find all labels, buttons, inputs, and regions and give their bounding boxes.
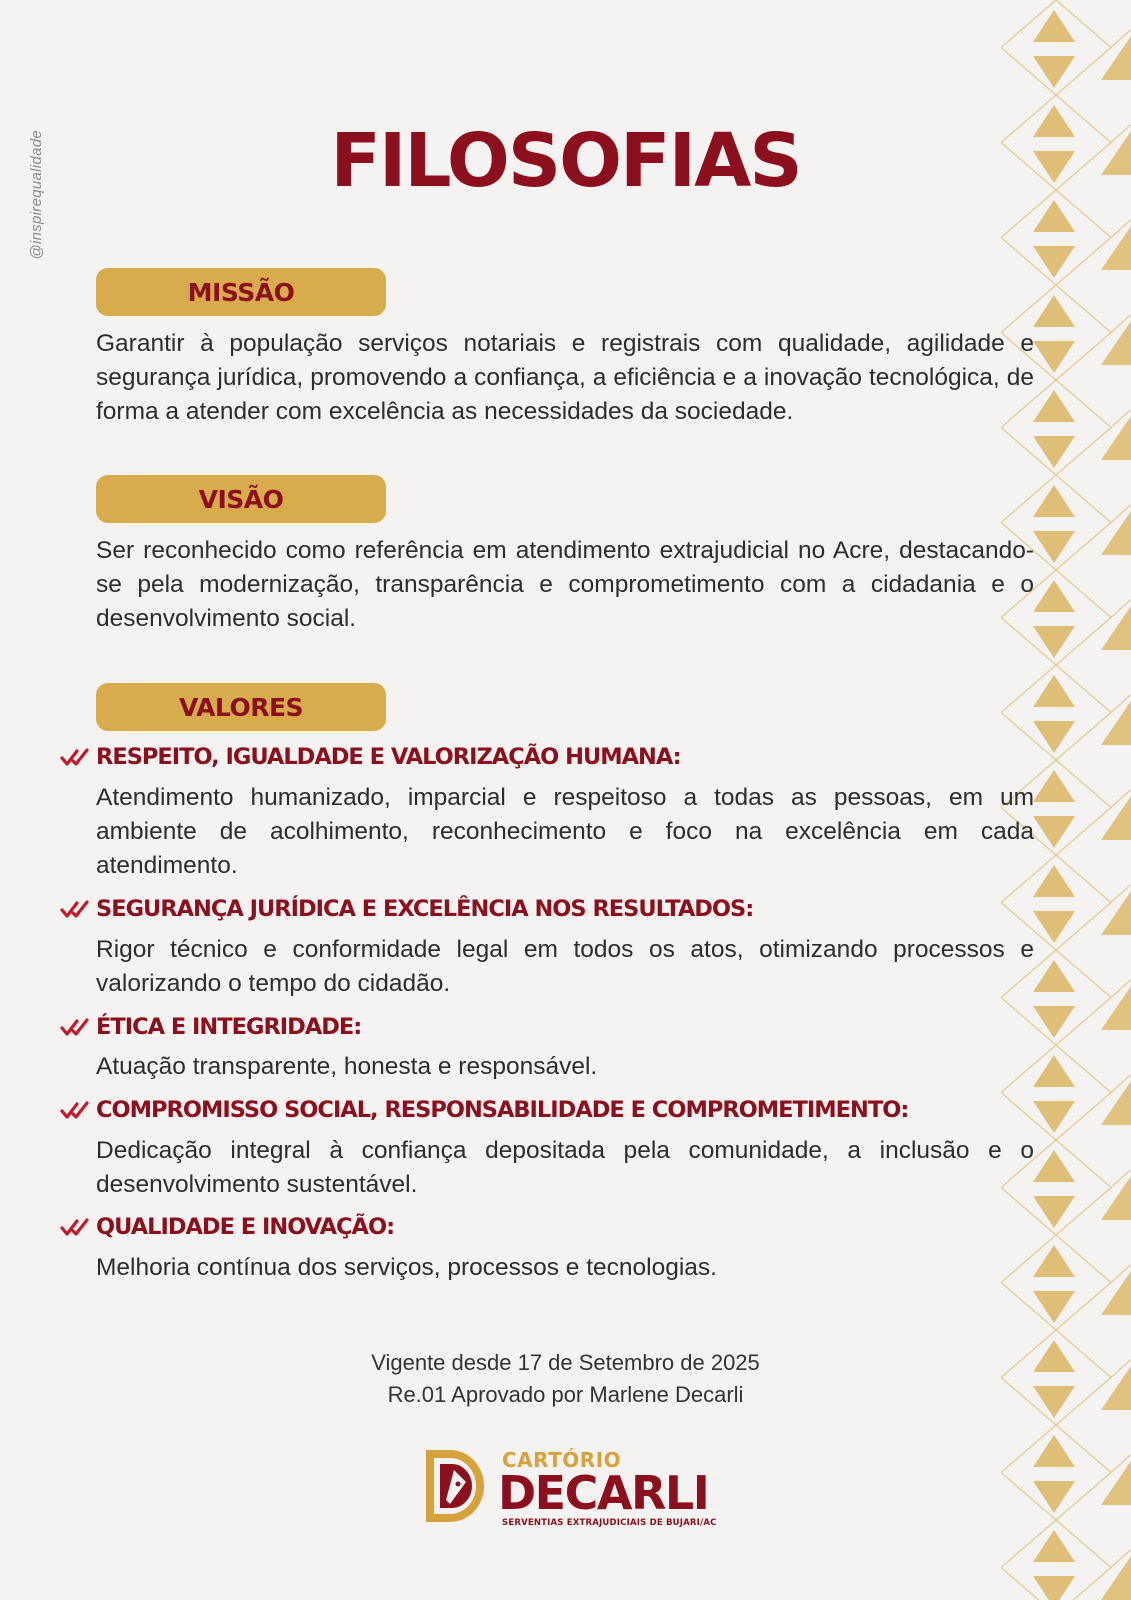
triangle-down	[1033, 816, 1075, 848]
valor-title-text: RESPEITO, IGUALDADE E VALORIZAÇÃO HUMANA:	[96, 744, 681, 770]
triangle-outline	[1001, 190, 1131, 285]
valor-title-text: QUALIDADE E INOVAÇÃO:	[96, 1214, 395, 1240]
visao-text: Ser reconhecido como referência em atendimento extrajudicial no Acre, destacando-se pela modernização, transparência e comprometimento com a cidadania e o desenvolvimento social.	[96, 537, 1034, 632]
valor-item-text: Dedicação integral à confiança depositada pela comunidade, a inclusão e o desenvolvimento sustentável.	[96, 1137, 1034, 1198]
valor-item-title	[60, 1014, 1040, 1040]
page-title: FILOSOFIAS	[330, 118, 801, 204]
valor-title-text: COMPROMISSO SOCIAL, RESPONSABILIDADE E COMPROMETIMENTO:	[96, 1097, 909, 1123]
approval-line: Re.01 Aprovado por Marlene Decarli	[387, 1382, 744, 1407]
triangle-down	[1033, 56, 1075, 88]
double-check-icon	[60, 1098, 94, 1122]
valor-item-text: Melhoria contínua dos serviços, processos e tecnologias.	[96, 1254, 717, 1281]
valores-label: VALORES	[96, 683, 386, 731]
valor-item-text: Atendimento humanizado, imparcial e respeitoso a todas as pessoas, em um ambiente de acolhimento, reconhecimento e foco na excelência em cada atendimento.	[96, 784, 1034, 879]
logo-top-text: CARTÓRIO	[502, 1448, 622, 1472]
double-check-icon	[60, 745, 94, 769]
valor-item-text: Rigor técnico e conformidade legal em todos os atos, otimizando processos e valorizando o tempo do cidadão.	[96, 936, 1034, 997]
valor-title-text: ÉTICA E INTEGRIDADE:	[96, 1014, 362, 1040]
valor-item-title	[60, 744, 1040, 770]
logo-sub-text: SERVENTIAS EXTRAJUDICIAIS DE BUJARI/AC	[502, 1518, 717, 1528]
double-check-icon	[60, 897, 94, 921]
triangle-down	[1033, 531, 1075, 563]
visao-label: VISÃO	[96, 475, 386, 523]
validity-line: Vigente desde 17 de Setembro de 2025	[371, 1350, 760, 1375]
pen-nib-icon	[420, 1446, 492, 1526]
valor-title-text: SEGURANÇA JURÍDICA E EXCELÊNCIA NOS RESULTADOS:	[96, 896, 754, 922]
double-check-icon	[60, 1015, 94, 1039]
triangle-outline	[1001, 0, 1131, 95]
valor-item-title	[60, 896, 1040, 922]
triangle-down	[1033, 1576, 1075, 1600]
valor-item-title	[60, 1214, 1040, 1240]
triangle-down	[1033, 341, 1075, 373]
triangle-down	[1033, 436, 1075, 468]
missao-label: MISSÃO	[96, 268, 386, 316]
double-check-icon	[60, 1215, 94, 1239]
valor-item-text: Atuação transparente, honesta e responsável.	[96, 1053, 598, 1080]
social-handle: @inspirequalidade	[28, 130, 45, 260]
logo-main-text: DECARLI	[498, 1466, 709, 1520]
missao-text: Garantir à população serviços notariais e registrais com qualidade, agilidade e segurança jurídica, promovendo a confiança, a eficiência e a inovação tecnológica, de forma a atender com excelência as necessidades da sociedade.	[96, 330, 1034, 425]
triangle-down	[1033, 1481, 1075, 1513]
triangle-down	[1033, 626, 1075, 658]
cartorio-logo	[420, 1444, 720, 1530]
triangle-outline	[1001, 1425, 1131, 1520]
valor-item-title	[60, 1097, 1040, 1123]
triangle-down	[1033, 1291, 1075, 1323]
triangle-down	[1033, 246, 1075, 278]
